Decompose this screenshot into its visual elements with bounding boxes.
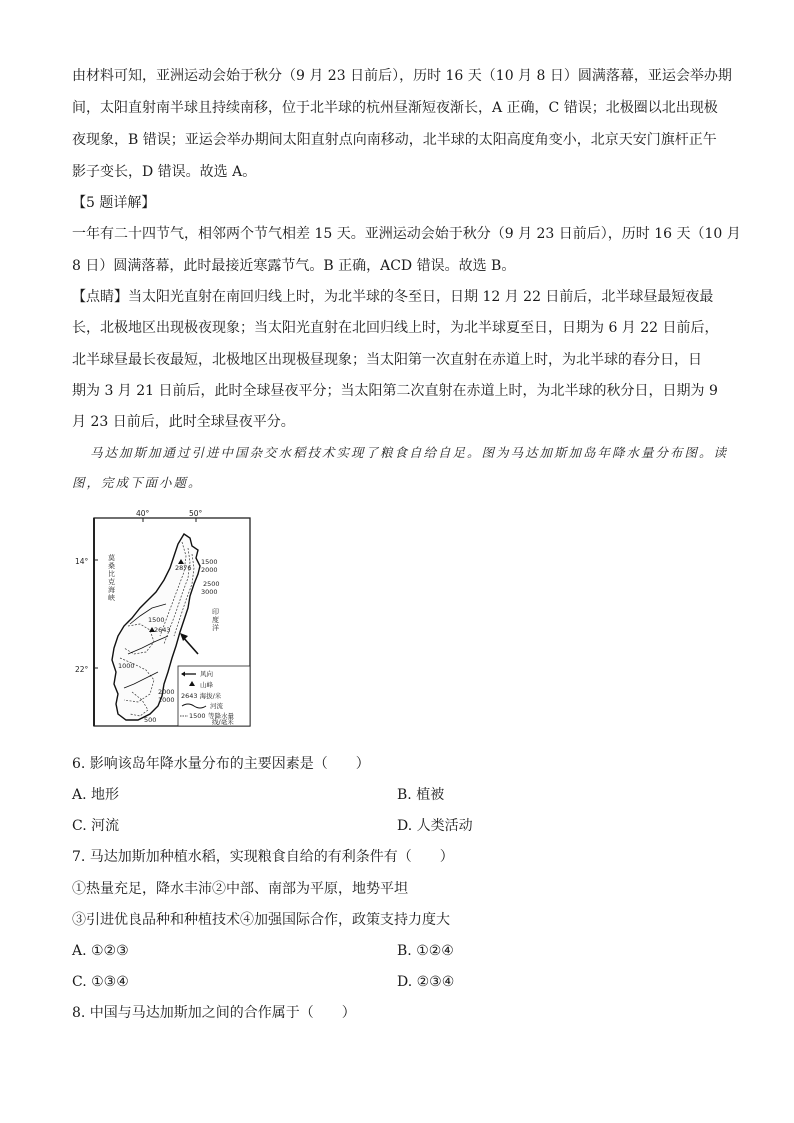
legend-river: 河流 <box>210 702 223 710</box>
peak-elevation: 2643 <box>154 626 171 634</box>
madagascar-precipitation-map <box>72 508 252 730</box>
ocean-label: 印 <box>212 608 219 616</box>
strait-label: 桑 <box>108 562 115 570</box>
option-d[interactable]: D. ②③④ <box>397 974 455 990</box>
question-stem: 7. 马达加斯加种植水稻，实现粮食自给的有利条件有（ ） <box>72 849 454 865</box>
contour-value: 2500 <box>203 580 220 588</box>
contour-value: 1000 <box>158 696 175 704</box>
lat-label: 14° <box>75 557 89 566</box>
question-statement: ③引进优良品种和种植技术④加强国际合作，政策支持力度大 <box>72 912 450 928</box>
option-d[interactable]: D. 人类活动 <box>397 818 473 834</box>
strait-label: 克 <box>108 578 115 586</box>
lat-label: 22° <box>75 665 89 674</box>
text-line: 由材料可知，亚洲运动会始于秋分（9 月 23 日前后），历时 16 天（10 月 8 日）圆满落幕，亚运会举办期 <box>72 68 732 84</box>
text-line: 北半球昼最长夜最短，北极地区出现极昼现象；当太阳第一次直射在赤道上时，为北半球的春分日，日 <box>72 352 702 368</box>
contour-value: 1500 <box>201 558 218 566</box>
legend-peak: 山峰 <box>200 681 213 689</box>
option-b[interactable]: B. ①②④ <box>397 943 454 959</box>
question-stem: 8. 中国与马达加斯加之间的合作属于（ ） <box>72 1005 356 1021</box>
text-line: 期为 3 月 21 日前后，此时全球昼夜平分；当太阳第二次直射在赤道上时，为北半球的秋分日，日期为 9 <box>72 383 718 399</box>
contour-value: 1000 <box>118 662 135 670</box>
option-c[interactable]: C. ①③④ <box>72 974 129 990</box>
contour-value: 500 <box>144 716 157 724</box>
legend-isohyet: 线/毫米 <box>212 718 234 726</box>
strait-label: 比 <box>108 570 115 578</box>
option-b[interactable]: B. 植被 <box>397 787 445 803</box>
text-line: 影子变长，D 错误。故选 A。 <box>72 164 257 180</box>
section-heading: 【5 题详解】 <box>72 195 156 211</box>
strait-label: 莫 <box>108 554 115 562</box>
legend-isohyet-value: 1500 <box>189 712 206 720</box>
text-line: 月 23 日前后，此时全球昼夜平分。 <box>72 414 295 430</box>
text-line: 长，北极地区出现极夜现象；当太阳光直射在北回归线上时，为北半球夏至日，日期为 6 月 22 日前后， <box>72 320 719 336</box>
contour-value: 2000 <box>201 566 218 574</box>
contour-value: 3000 <box>201 588 218 596</box>
contour-value: 1500 <box>148 616 165 624</box>
lon-label: 40° <box>136 509 150 518</box>
ocean-label: 度 <box>212 616 219 624</box>
text-line: 8 日）圆满落幕，此时最接近寒露节气。B 正确，ACD 错误。故选 B。 <box>72 258 516 274</box>
material-line: 图，完成下面小题。 <box>72 475 203 490</box>
strait-label: 峡 <box>108 594 115 602</box>
peak-elevation: 2876 <box>175 564 192 572</box>
text-line: 夜现象，B 错误；亚运会举办期间太阳直射点向南移动，北半球的太阳高度角变小，北京天安门旗杆正午 <box>72 132 717 148</box>
legend-isohyet: 等降水量 <box>208 712 234 720</box>
legend-wind: 风向 <box>200 670 213 678</box>
text-line: 一年有二十四节气，相邻两个节气相差 15 天。亚洲运动会始于秋分（9 月 23 日前后），历时 16 天（10 月 <box>72 226 741 242</box>
material-line: 马达加斯加通过引进中国杂交水稻技术实现了粮食自给自足。图为马达加斯加岛年降水量分布图。读 <box>90 445 729 460</box>
contour-value: 2000 <box>158 688 175 696</box>
legend-elevation: 2643 海拔/米 <box>181 692 222 700</box>
ocean-label: 洋 <box>212 624 219 632</box>
option-c[interactable]: C. 河流 <box>72 818 120 834</box>
lon-label: 50° <box>189 509 203 518</box>
tip-line: 【点睛】当太阳光直射在南回归线上时，为北半球的冬至日，日期 12 月 22 日前后，北半球昼最短夜最 <box>72 289 714 305</box>
option-a[interactable]: A. 地形 <box>72 787 120 803</box>
text-line: 间，太阳直射南半球且持续南移，位于北半球的杭州昼渐短夜渐长，A 正确，C 错误；北极圈以北出现极 <box>72 100 718 116</box>
option-a[interactable]: A. ①②③ <box>72 943 129 959</box>
question-statement: ①热量充足，降水丰沛②中部、南部为平原，地势平坦 <box>72 881 408 897</box>
question-stem: 6. 影响该岛年降水量分布的主要因素是（ ） <box>72 756 370 772</box>
strait-label: 海 <box>108 586 115 594</box>
